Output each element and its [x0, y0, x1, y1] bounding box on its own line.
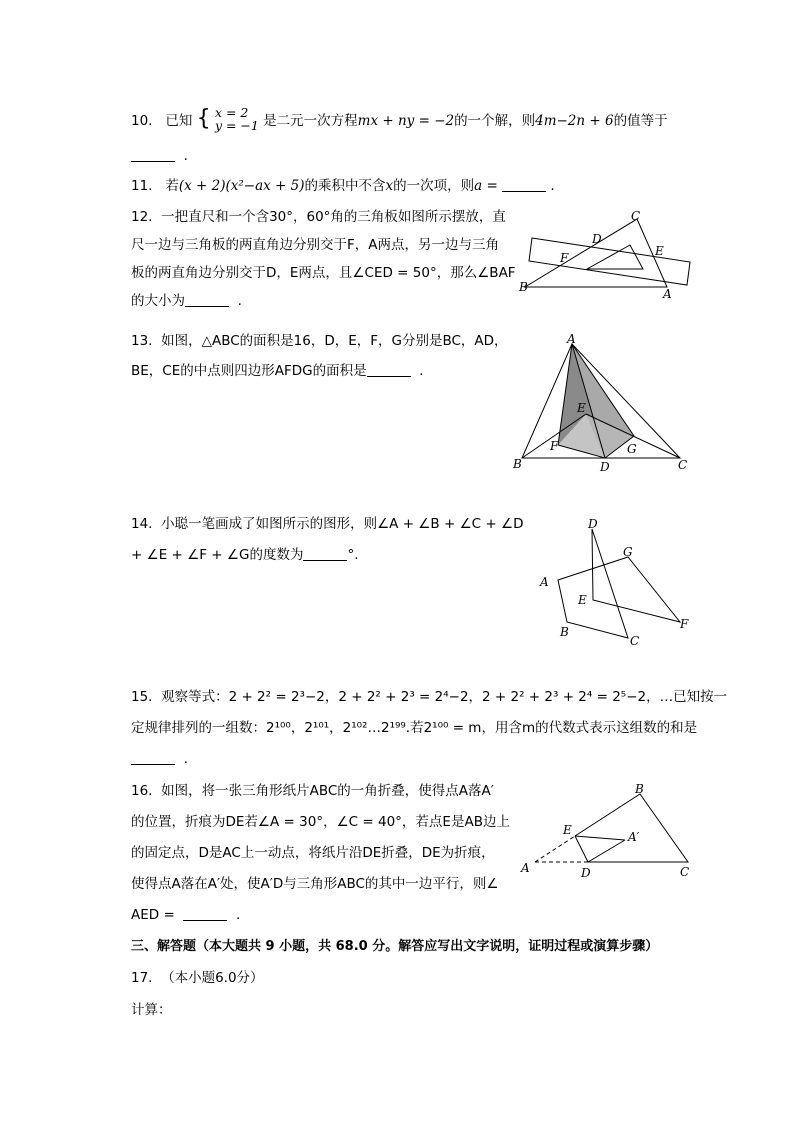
q14-number: 14.: [131, 516, 153, 532]
q15-line1: [131, 687, 727, 707]
q11-mid: 的乘积中不含: [304, 178, 386, 194]
q12-triangle-inner: [587, 245, 643, 269]
q10-sys-line2: y = −1: [214, 118, 259, 133]
q15-number: 15.: [131, 689, 153, 705]
q14-label-E: E: [578, 593, 587, 607]
q10-tail: 的值等于: [613, 113, 668, 129]
q17-title: （本小题6.0分）: [161, 970, 264, 986]
q16-line5: AED =: [131, 907, 175, 923]
q12-label-C: C: [631, 209, 641, 223]
q16-label-C: C: [680, 865, 690, 879]
q13-label-A: A: [567, 332, 576, 346]
q15-answer-blank[interactable]: [131, 750, 175, 765]
q14-end: °.: [347, 547, 359, 563]
q17-line: [131, 968, 264, 988]
q11-answer-blank[interactable]: [502, 177, 546, 192]
q13-label-D: D: [600, 460, 610, 474]
q11-a: a =: [474, 178, 498, 194]
q17-number: 17.: [131, 970, 153, 986]
q14-figure: [530, 512, 700, 652]
q13-label-G: G: [627, 442, 637, 456]
q10-expression: 4m−2n + 6: [535, 113, 614, 129]
q12-end: .: [237, 293, 242, 309]
q13-end: .: [419, 363, 424, 379]
q10-answer-blank[interactable]: [131, 147, 175, 162]
q13-label-E: E: [577, 401, 586, 415]
q14-line1: 小聪一笔画成了如图所示的图形，则∠A + ∠B + ∠C + ∠D: [161, 516, 524, 532]
section3-heading: 三、解答题（本大题共 9 小题，共 68.0 分。解答应写出文字说明，证明过程或演算步骤）: [131, 939, 659, 954]
q16-triangle: [575, 794, 688, 862]
q12-label-F: F: [560, 251, 569, 265]
q15-end: .: [183, 751, 188, 767]
q13-label-C: C: [678, 458, 688, 472]
q11-x: x: [385, 178, 394, 194]
q16-label-A: A: [521, 861, 530, 875]
q10-pre: 已知: [165, 113, 193, 129]
q10-end: .: [183, 148, 188, 164]
q14-label-G: G: [623, 545, 633, 559]
q16-label-A-prime: A′: [628, 830, 640, 844]
q10-line2: [131, 146, 188, 166]
q14-label-A: A: [540, 575, 549, 589]
q14-text: [131, 514, 524, 576]
q11-number: 11.: [131, 178, 153, 194]
q15-text1: 观察等式：2 + 2² = 2³−2，2 + 2² + 2³ = 2⁴−2，2 + 2² + 2³ + 2⁴ = 2⁵−2，…已知按一: [161, 689, 728, 705]
q12-number: 12.: [131, 209, 153, 225]
q11-end: .: [550, 178, 555, 194]
q16-line4: 使得点A落在A′处，使A′D与三角形ABC的其中一边平行，则∠: [131, 876, 499, 892]
q12-line4: 的大小为: [131, 293, 185, 309]
q10-number: 10.: [131, 113, 153, 129]
q16-line1: 如图，将一张三角形纸片ABC的一角折叠，使得点A落A′: [161, 783, 494, 799]
q13-figure: [510, 332, 695, 477]
q14-label-F: F: [680, 617, 689, 631]
q16-label-B: B: [635, 782, 644, 796]
q13-answer-blank[interactable]: [367, 362, 411, 377]
q11-pre: 若: [165, 178, 179, 194]
q13-label-F: F: [550, 439, 559, 453]
q11-expression: (x + 2)(x²−ax + 5): [178, 178, 305, 194]
q10-post: 的一个解，则: [454, 113, 536, 129]
q15-line2: [131, 718, 697, 738]
q16-label-D: D: [581, 866, 591, 880]
q14-label-C: C: [630, 634, 640, 648]
q12-ruler: [529, 238, 690, 285]
q16-figure: [515, 780, 700, 885]
q12-label-E: E: [655, 244, 664, 258]
q11-post: 的一次项，则: [393, 178, 475, 194]
q14-label-D: D: [588, 517, 598, 531]
q12-line3: 板的两直角边分别交于D，E两点，且∠CED = 50°，那么∠BAF: [131, 265, 516, 281]
q12-triangle: [525, 219, 667, 287]
q16-end: .: [235, 907, 241, 923]
q13-line2: BE，CE的中点则四边形AFDG的面积是: [131, 363, 367, 379]
q10-system: { x = 2 y = −1: [196, 105, 259, 133]
q12-answer-blank[interactable]: [185, 292, 229, 307]
q15-line3: [131, 749, 188, 769]
q14-path: [558, 529, 680, 638]
q16-label-E: E: [563, 823, 572, 837]
q16-line2: 的位置，折痕为DE若∠A = 30°，∠C = 40°，若点E是AB边上: [131, 814, 510, 830]
q13-number: 13.: [131, 333, 153, 349]
q13-label-B: B: [513, 457, 522, 471]
q12-line2: 尺一边与三角板的两直角边分别交于F，A两点，另一边与三角: [131, 237, 499, 253]
q16-number: 16.: [131, 783, 153, 799]
q11-line: [131, 176, 555, 196]
q17-calc: 计算：: [131, 1002, 172, 1018]
q10-mid: 是二元一次方程: [263, 113, 358, 129]
q14-answer-blank[interactable]: [303, 546, 347, 561]
q12-label-B: B: [519, 280, 528, 294]
q14-label-B: B: [560, 625, 569, 639]
q13-line1: 如图，△ABC的面积是16，D，E，F，G分别是BC，AD，: [161, 333, 508, 349]
q16-text: [131, 781, 521, 936]
q15-text2: 定规律排列的一组数：2¹⁰⁰，2¹⁰¹，2¹⁰²…2¹⁹⁹.若2¹⁰⁰ = m，用含m的代数式表示这组数的和是: [131, 720, 698, 736]
q16-line3: 的固定点，D是AC上一动点，将纸片沿DE折叠，DE为折痕，: [131, 845, 495, 861]
q12-label-D: D: [592, 232, 602, 246]
q10-line1: [131, 105, 668, 134]
q13-text: [131, 331, 511, 391]
q10-sys-line1: x = 2: [214, 105, 249, 120]
q12-figure: [515, 205, 700, 305]
q12-label-A: A: [663, 287, 672, 301]
q14-line2: + ∠E + ∠F + ∠G的度数为: [131, 547, 304, 563]
q16-answer-blank[interactable]: [183, 906, 227, 921]
q12-text: [131, 207, 516, 319]
q12-line1: 一把直尺和一个含30°，60°角的三角板如图所示摆放，直: [161, 209, 506, 225]
q10-equation: mx + ny = −2: [357, 113, 455, 129]
